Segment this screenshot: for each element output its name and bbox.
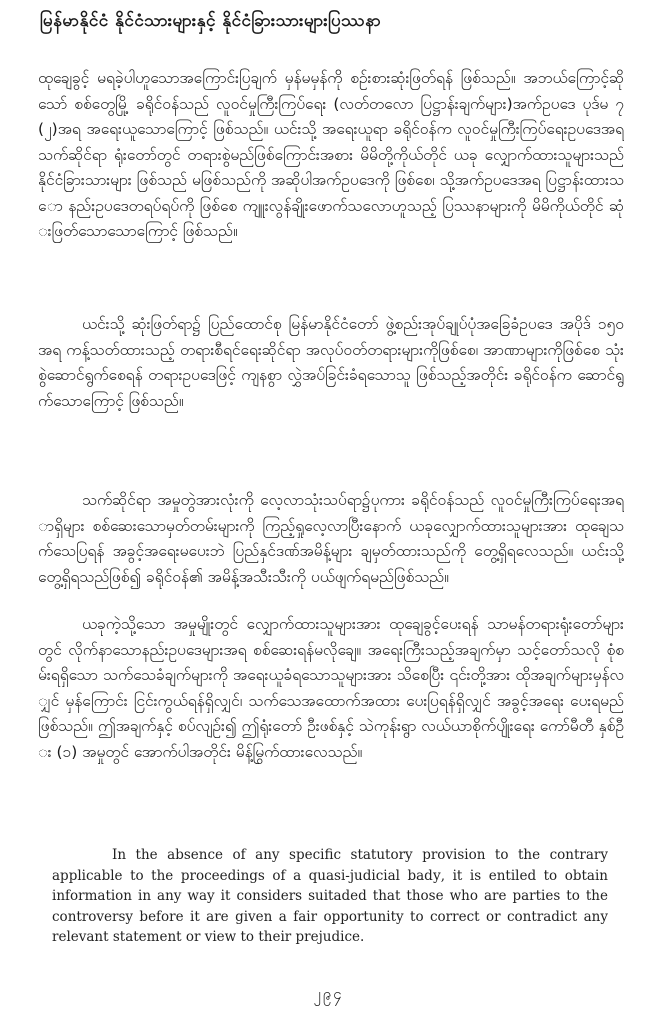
page-number: ၂၉၄ (313, 985, 344, 1003)
running-header: မြန်မာနိုင်ငံ နိုင်ငံသားများနှင့် နိုင်ငံခြားသားများပြဿနာ (40, 11, 382, 31)
paragraph-3: သက်ဆိုင်ရာ အမှုတွဲအားလုံးကို လေ့လာသုံးသပ်ရာ၌ပုကား ခရိုင်ဝန်သည် လူဝင်မှုကြီးကြပ်ရေးအရာရှိများ စစ်ဆေးသောမှတ်တမ်းများကို ကြည့်ရှုလေ့လာပြီးနောက် ယခုလျှောက်ထားသူများအား ထုချေသက်သေပြရန် အခွင့်အရေးမပေးဘဲ ပြည်နှင်ဒဏ်အမိန့်များ ချမှတ်ထားသည်ကို တွေ့ရှိရလေသည်။ ယင်းသို့ တွေ့ရှိရသည်ဖြစ်၍ ခရိုင်ဝန်၏ အမိန့်အသီးသီးကို ပယ်ဖျက်ရမည်ဖြစ်သည်။ (38, 491, 624, 586)
paragraph-1: ထုချေခွင့် မရခဲ့ပါဟူသောအကြောင်းပြချက် မှန်မမှန်ကို စဉ်းစားဆုံးဖြတ်ရန် ဖြစ်သည်။ အဘယ်ကြောင့်ဆိုသော် စစ်တွေမြို့ ခရိုင်ဝန်သည် လူဝင်မှုကြီးကြပ်ရေး (လတ်တလော ပြဋ္ဌာန်းချက်များ)အက်ဥပဒေ ပုဒ်မ ၇(၂)အရ အရေးယူသောကြောင့် ဖြစ်သည်။ ယင်းသို့ အရေးယူရာ ခရိုင်ဝန်က လူဝင်မှုကြီးကြပ်ရေးဥပဒေအရ သက်ဆိုင်ရာ ရုံးတော်တွင် တရားစွဲမည်ဖြစ်ကြောင်းအစား မိမိတို့ကိုယ်တိုင် ယခု လျှောက်ထားသူများသည် နိုင်ငံခြားသားများ ဖြစ်သည် မဖြစ်သည်ကို အဆိုပါအက်ဥပဒေကို ဖြစ်စေ၊ သို့အက်ဥပဒေအရ ပြဋ္ဌာန်းထားသော နည်းဥပဒေတရပ်ရပ်ကို ဖြစ်စေ ကျူးလွန်ချိုးဖောက်သလောဟူသည့် ပြဿနာများကို မိမိကိုယ်တိုင် ဆုံးဖြတ်သောသောကြောင့် ဖြစ်သည်။ (38, 69, 624, 240)
english-quotation: In the absence of any specific statutory provision to the contrary applicable to the proceedings of a quasi-judicial badу, it is entiled to obtain information in any way it considers suitaded that those who are parties to the controversy before it are given a fair opportunity to correct or contradict any relevant statement or view to their prejudice. (52, 847, 608, 945)
paragraph-4: ယခုကဲ့သို့သော အမှုမျိုးတွင် လျှောက်ထားသူများအား ထုချေခွင့်ပေးရန် သာမန်တရားရုံးတော်များတွင် လိုက်နာသောနည်းဥပဒေများအရ စစ်ဆေးရန်မလိုချေ။ အရေးကြီးသည့်အချက်မှာ သင့်တော်သလို စုံစမ်းရရှိသော သက်သေခံချက်များကို အရေးယူခံရသောသူများအား သိစေပြီး ၎င်းတို့အား ထိုအချက်များမှန်လျှင် မှန်ကြောင်း ငြင်းကွယ်ရန်ရှိလျှင်၊ သက်သေအထောက်အထား ပေးပြရန်ရှိလျှင် အခွင့်အရေး ပေးရမည်ဖြစ်သည်။ ဤအချက်နှင့် စပ်လျဉ်း၍ ဤရုံးတော် ဦးဖစ်နှင့် သဲကုန်းရွာ လယ်ယာစိုက်ပျိုးရေး ကော်မီတီ နှစ်ဦး (၁) အမှုတွင် အောက်ပါအတိုင်း မိန့်မြွက်ထားလေသည်။ (38, 615, 624, 761)
paragraph-2: ယင်းသို့ ဆုံးဖြတ်ရာ၌ ပြည်ထောင်စု မြန်မာနိုင်ငံတော် ဖွဲ့စည်းအုပ်ချုပ်ပုံအခြေခံဥပဒေ အပိုဒ် ၁၅၀ အရ ကန့်သတ်ထားသည့် တရားစီရင်ရေးဆိုင်ရာ အလုပ်ဝတ်တရားများကိုဖြစ်စေ၊ အာဏာများကိုဖြစ်စေ သုံးစွဲဆောင်ရွက်စေရန် တရားဥပဒေဖြင့် ကျနစွာ လွှဲအပ်ခြင်းခံရသောသူ ဖြစ်သည့်အတိုင်း ခရိုင်ဝန်က ဆောင်ရွက်သောကြောင့် ဖြစ်သည်။ (38, 315, 624, 410)
